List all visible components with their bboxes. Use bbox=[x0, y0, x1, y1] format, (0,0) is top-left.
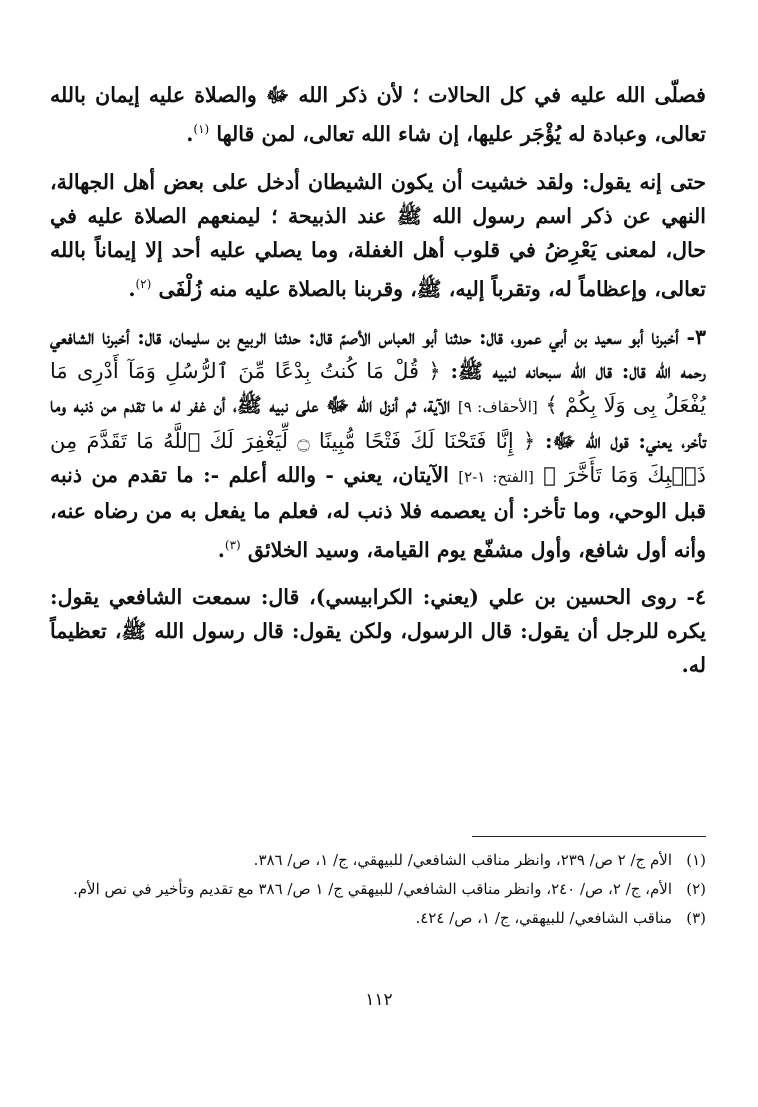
paragraph-3-part-3: الآيتان، يعني - والله أعلم -: ما تقدم من ذنبه قبل الوحي، وما تأخر: أن يعصمه فلا ذنب له، فعلم ما يفعل به من رضاه عنه، وأنه أول شافع، وأول مشفّع يوم القيامة، وسيد الخلائق bbox=[50, 462, 706, 562]
main-text bbox=[50, 78, 706, 696]
verse-reference-ahqaf: [الأحقاف: ٩] bbox=[457, 397, 538, 416]
quran-verse-ahqaf: ﴿ قُلْ مَا كُنتُ بِدْعًا مِّنَ ٱلرُّسُلِ وَمَآ أَدْرِى مَا يُفْعَلُ بِى وَلَا بِكُمْ ﴾ bbox=[50, 358, 706, 417]
footnote-marker-1: (١) bbox=[193, 122, 210, 136]
paragraph-2: حتى إنه يقول: ولقد خشيت أن يكون الشيطان أدخل على بعض أهل الجهالة، النهي عن ذكر اسم رسول الله ﷺ عند الذبيحة ؛ ليمنعهم الصلاة عليه في حال، لمعنى يَعْرِضُ في قلوب أهل الغفلة، وما يصلي عليه أحد إلا إيماناً بالله تعالى، وإعظاماً له، وتقرباً إليه، ﷺ، وقربنا بالصلاة عليه منه زُلْفَى $^{(٢)}$. bbox=[50, 169, 706, 301]
footnote-3-text: مناقب الشافعي/ للبيهقي، ج/ ١، ص/ ٤٢٤. bbox=[415, 909, 672, 927]
paragraph-4-text: ٤- روى الحسين بن علي (يعني: الكرابيسي)، قال: سمعت الشافعي يقول: يكره للرجل أن يقول: قال الرسول، ولكن يقول: قال رسول الله ﷺ، تعظيماً له. bbox=[50, 585, 706, 678]
verse-reference-fath: [الفتح: ١-٢] bbox=[458, 467, 534, 486]
page-number: ١١٢ bbox=[365, 990, 393, 1010]
footnotes bbox=[50, 846, 706, 933]
paragraph-1: فصلّى الله عليه في كل الحالات ؛ لأن ذكر الله ﷻ والصلاة عليه إيمان بالله تعالى، وعبادة له يُؤْجَر عليها، إن شاء الله تعالى، لمن قالها $^{(١)}$. bbox=[50, 83, 706, 146]
footnote-marker-3: (٣) bbox=[224, 537, 241, 552]
footnote-1-number: (١) bbox=[686, 851, 706, 869]
footnote-2-number: (٢) bbox=[686, 880, 706, 898]
footnote-1-text: الأم ج/ ٢ ص/ ٢٣٩، وانظر مناقب الشافعي/ للبيهقي، ج/ ١، ص/ ٣٨٦. bbox=[253, 851, 672, 869]
paragraph-3: ٣- أخبرنا أبو سعيد بن أبي عمرو، قال: حدثنا أبو العباس الأصمّ قال: حدثنا الربيع بن سليمان، قال: أخبرنا الشافعي رحمه الله قال: قال الله سبحانه لنبيه ﷺ: ﴿ قُلْ مَا كُنتُ بِدْعًا مِّنَ ٱلرُّسُلِ وَمَآ أَدْرِى مَا يُفْعَلُ بِى وَلَا بِكُمْ ﴾ [الأحقاف: ٩] الآية، ثم أنزل الله ﷻ على نبيه ﷺ، أن غفر له ما تقدم من ذنبه وما تأخر، يعني: قول الله ﷻ: ﴿ إِنَّا فَتَحْنَا لَكَ فَتْحًا مُّبِينًا ۝ لِّيَغْفِرَ لَكَ ٱللَّهُ مَا تَقَدَّمَ مِن ذَنۢبِكَ وَمَا تَأَخَّرَ ﴾ [الفتح: ١-٢] الآيتان، يعني - والله أعلم -: ما تقدم من ذنبه قبل الوحي، وما تأخر: أن يعصمه فلا ذنب له، فعلم ما يفعل به من رضاه عنه، وأنه أول شافع، وأول مشفّع يوم القيامة، وسيد الخلائق $^{(٣)}$. bbox=[50, 324, 706, 562]
paragraph-4 bbox=[50, 580, 706, 682]
footnote-separator bbox=[472, 836, 706, 837]
footnote-1 bbox=[50, 846, 706, 875]
quran-verse-fath: ﴿ إِنَّا فَتَحْنَا لَكَ فَتْحًا مُّبِينًا ۝ لِّيَغْفِرَ لَكَ ٱللَّهُ مَا تَقَدَّمَ مِن ذَنۢبِكَ وَمَا تَأَخَّرَ ﴾ bbox=[50, 428, 706, 487]
footnote-3-number: (٣) bbox=[686, 909, 706, 927]
footnote-2-text: الأم، ج/ ٢، ص/ ٢٤٠، وانظر مناقب الشافعي/ للبيهقي ج/ ١ ص/ ٣٨٦ مع تقديم وتأخير في نص الأم. bbox=[72, 880, 672, 898]
footnote-2 bbox=[50, 875, 706, 904]
paragraph-3-part-2: الآية، ثم أنزل الله ﷻ على نبيه ﷺ، أن غفر له ما تقدم من ذنبه وما تأخر، يعني: قول الله ﷻ: bbox=[50, 392, 706, 453]
footnote-marker-2: (٢) bbox=[135, 276, 152, 291]
paragraph-2-text: حتى إنه يقول: ولقد خشيت أن يكون الشيطان أدخل على بعض أهل الجهالة، النهي عن ذكر اسم رسول الله ﷺ عند الذبيحة ؛ ليمنعهم الصلاة عليه في حال، لمعنى يَعْرِضُ في قلوب أهل الغفلة، وما يصلي عليه أحد إلا إيماناً بالله تعالى، وإعظاماً له، وتقرباً إليه، ﷺ، وقربنا بالصلاة عليه منه زُلْفَى bbox=[50, 169, 706, 301]
paragraph-3-part-1: ٣- أخبرنا أبو سعيد بن أبي عمرو، قال: حدثنا أبو العباس الأصمّ قال: حدثنا الربيع بن سليمان، قال: أخبرنا الشافعي رحمه الله قال: قال الله سبحانه لنبيه ﷺ: bbox=[50, 324, 706, 383]
footnote-3 bbox=[50, 904, 706, 933]
paragraph-1-text: فصلّى الله عليه في كل الحالات ؛ لأن ذكر الله ﷻ والصلاة عليه إيمان بالله تعالى، وعبادة له يُؤْجَر عليها، إن شاء الله تعالى، لمن قالها bbox=[50, 83, 706, 146]
